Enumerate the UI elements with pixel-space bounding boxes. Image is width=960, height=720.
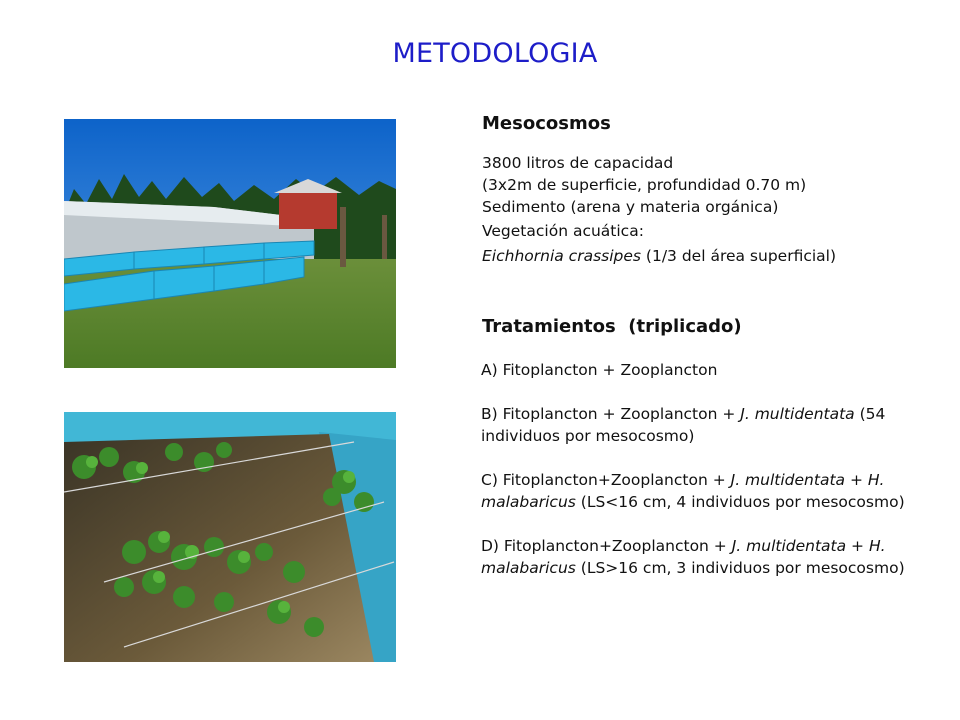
mesocosmos-description (482, 152, 952, 267)
treatment-a-text: A) Fitoplancton + Zooplancton (481, 361, 718, 379)
species-line (482, 245, 952, 267)
treatment-b (481, 403, 941, 447)
vegetation-line: Vegetación acuática: (482, 222, 644, 240)
tratamientos-heading: Tratamientos (triplicado) (482, 316, 742, 337)
capacity-line: 3800 litros de capacidad (482, 154, 674, 172)
treatment-b-part1: B) Fitoplancton + Zooplancton + (481, 405, 741, 423)
treatment-c (481, 469, 941, 513)
treatment-c-part5: (LS<16 cm, 4 individuos por mesocosmo) (575, 493, 905, 511)
treatment-c-part3: + (845, 471, 868, 489)
treatment-d-species2: H. malabaricus (481, 537, 886, 577)
mesocosm-tanks-photo (64, 119, 396, 368)
treatment-c-species2: H. malabaricus (481, 471, 885, 511)
dimensions-line: (3x2m de superficie, profundidad 0.70 m) (482, 176, 807, 194)
treatment-d-part1: D) Fitoplancton+Zooplancton + (481, 537, 732, 555)
slide-title: METODOLOGIA (392, 38, 598, 69)
species-name: Eichhornia crassipes (482, 247, 641, 265)
treatment-b-species: J. multidentata (740, 405, 855, 423)
sediment-line: Sedimento (arena y materia orgánica) (482, 198, 779, 216)
water-hyacinth-tank-photo (64, 412, 396, 662)
species-coverage: (1/3 del área superficial) (640, 247, 837, 265)
treatment-d-part5: (LS>16 cm, 3 individuos por mesocosmo) (575, 559, 905, 577)
mesocosmos-heading: Mesocosmos (482, 113, 611, 134)
treatment-c-part1: C) Fitoplancton+Zooplancton + (481, 471, 731, 489)
treatment-a (481, 359, 941, 381)
treatment-d-species1: J. multidentata (731, 537, 847, 555)
treatment-d-part3: + (846, 537, 869, 555)
treatment-c-species1: J. multidentata (730, 471, 846, 489)
treatments-list (481, 359, 941, 579)
treatment-b-part3: (54 individuos por mesocosmo) (481, 405, 886, 445)
treatment-d (481, 535, 941, 579)
